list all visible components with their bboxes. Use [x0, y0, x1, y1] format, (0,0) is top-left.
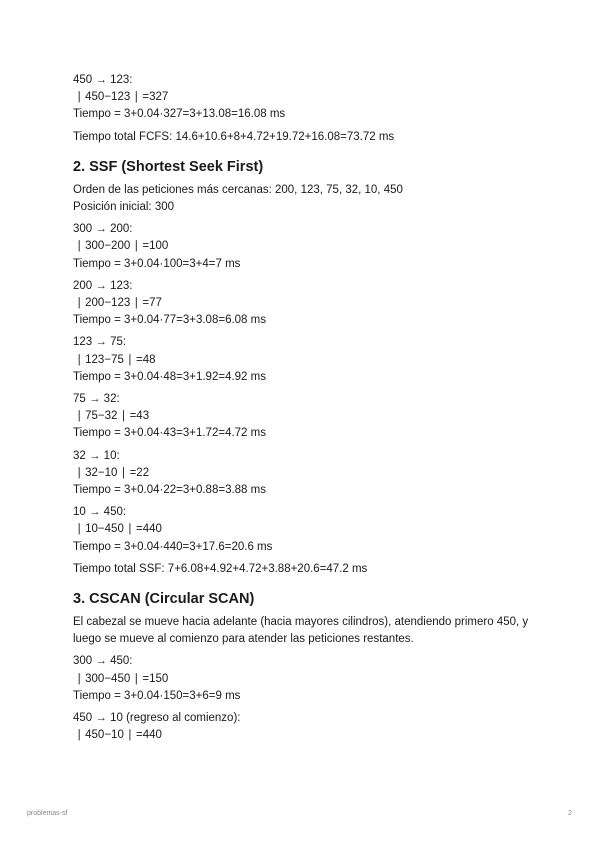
footer-page-number: 2: [568, 810, 572, 817]
step-time: Tiempo = 3+0.04·150=3+6=9 ms: [73, 689, 241, 702]
step-abs: ∣ 450−123 ∣ =327: [73, 91, 169, 104]
step-abs: ∣ 32−10 ∣ =22: [73, 466, 150, 479]
ssf-step: [73, 448, 533, 500]
step-time: Tiempo = 3+0.04·327=3+13.08=16.08 ms: [73, 108, 286, 121]
step-move: 32 → 10:: [73, 449, 120, 462]
fcfs-last-step: [73, 72, 533, 124]
step-time: Tiempo = 3+0.04·43=3+1.72=4.72 ms: [73, 427, 266, 440]
cscan-heading: 3. CSCAN (Circular SCAN): [73, 591, 255, 608]
ssf-step: [73, 504, 533, 556]
step-time: Tiempo = 3+0.04·100=3+4=7 ms: [73, 257, 241, 270]
ssf-step: [73, 391, 533, 443]
ssf-total: Tiempo total SSF: 7+6.08+4.92+4.72+3.88+20.6=47.2 ms: [73, 562, 368, 575]
step-move: 123 → 75:: [73, 336, 127, 349]
step-abs: ∣ 123−75 ∣ =48: [73, 353, 156, 366]
ssf-step: [73, 278, 533, 330]
step-abs: ∣ 10−450 ∣ =440: [73, 523, 162, 536]
ssf-initial: Posición inicial: 300: [73, 201, 175, 214]
step-time: Tiempo = 3+0.04·77=3+3.08=6.08 ms: [73, 314, 266, 327]
cscan-step: [73, 653, 533, 705]
ssf-order: Orden de las peticiones más cercanas: 200, 123, 75, 32, 10, 450: [73, 183, 403, 196]
ssf-step: [73, 221, 533, 273]
step-abs: ∣ 300−450 ∣ =150: [73, 672, 169, 685]
step-move: 75 → 32:: [73, 393, 120, 406]
ssf-step: [73, 334, 533, 386]
step-time: Tiempo = 3+0.04·440=3+17.6=20.6 ms: [73, 540, 273, 553]
step-move: 300 → 200:: [73, 223, 133, 236]
step-abs: ∣ 75−32 ∣ =43: [73, 410, 150, 423]
step-move: 200 → 123:: [73, 279, 133, 292]
cscan-step: [73, 710, 533, 744]
step-time: Tiempo = 3+0.04·48=3+1.92=4.92 ms: [73, 370, 266, 383]
document-page: [73, 72, 533, 745]
fcfs-total: Tiempo total FCFS: 14.6+10.6+8+4.72+19.72+16.08=73.72 ms: [73, 130, 395, 143]
footer-doc-name: problemas-sf: [27, 810, 68, 817]
cscan-description: El cabezal se mueve hacia adelante (hacia mayores cilindros), atendiendo primero 450, y luego se mueve al comienzo para atender las peticiones restantes.: [73, 616, 529, 646]
step-time: Tiempo = 3+0.04·22=3+0.88=3.88 ms: [73, 484, 266, 497]
ssf-heading: 2. SSF (Shortest Seek First): [73, 158, 264, 175]
step-abs: ∣ 200−123 ∣ =77: [73, 297, 162, 310]
step-move: 450 → 10 (regreso al comienzo):: [73, 712, 241, 725]
step-abs: ∣ 450−10 ∣ =440: [73, 729, 162, 742]
step-move: 450 → 123:: [73, 74, 133, 86]
step-abs: ∣ 300−200 ∣ =100: [73, 240, 169, 253]
step-move: 10 → 450:: [73, 506, 127, 519]
step-move: 300 → 450:: [73, 655, 133, 668]
